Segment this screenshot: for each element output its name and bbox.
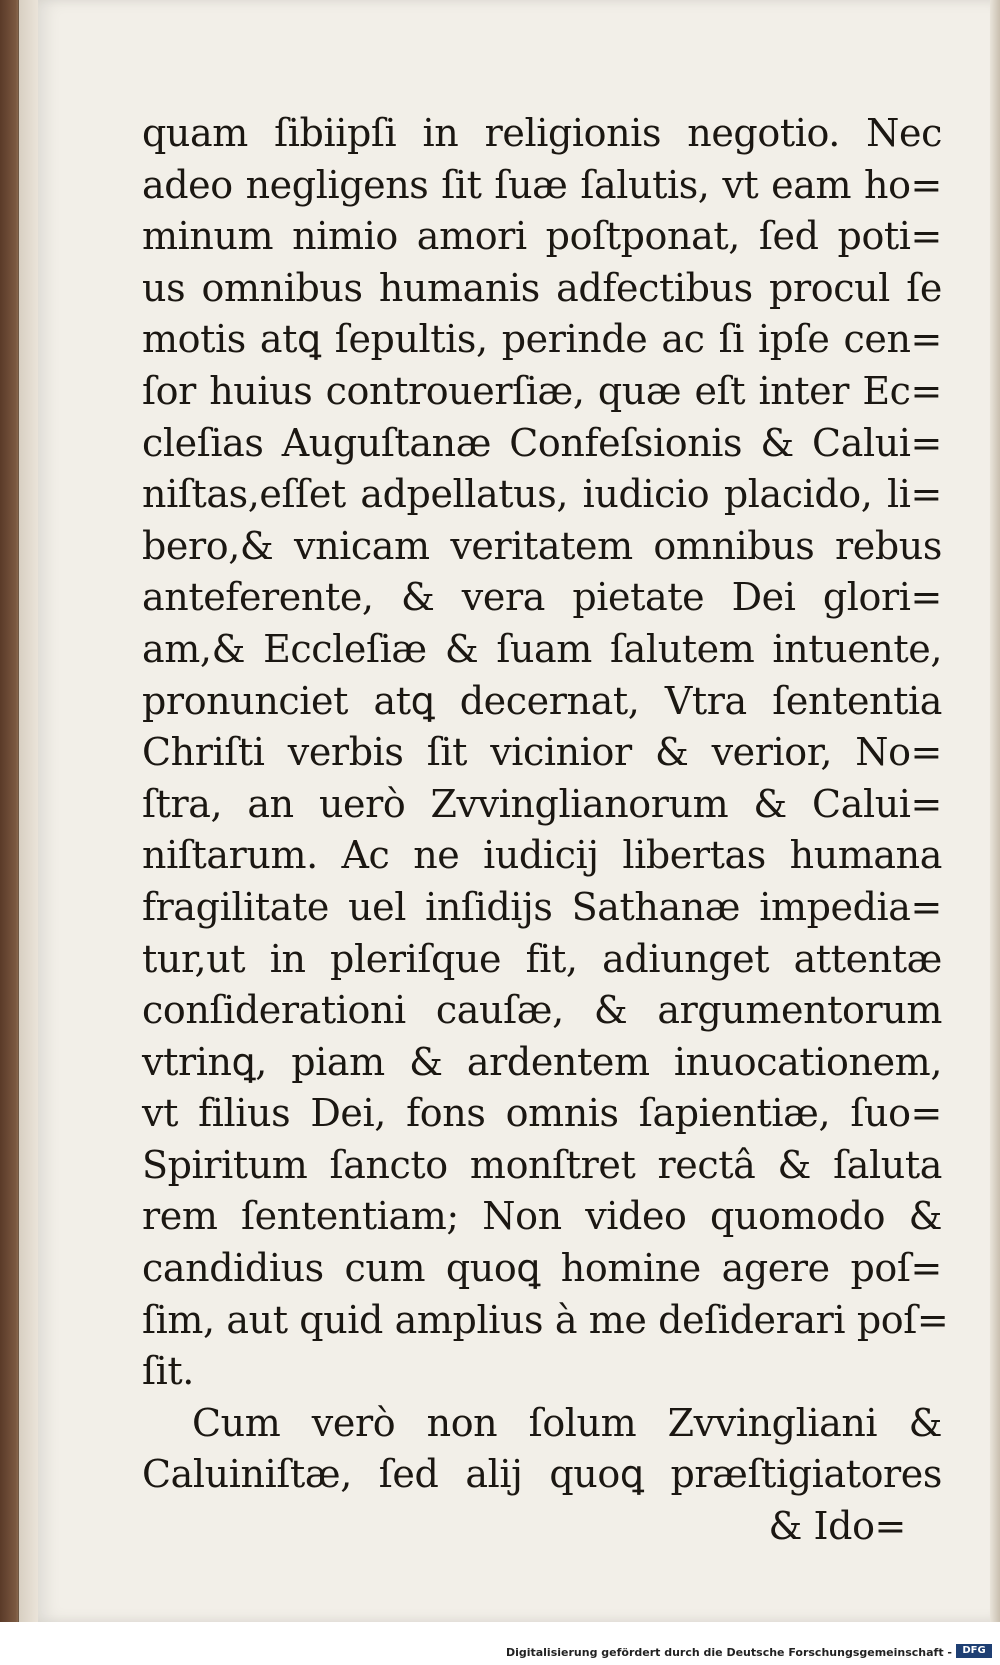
text-line: rem ſententiam; Non video quomodo & (142, 1194, 942, 1239)
digitization-credit: Digitalisierung gefördert durch die Deutsche Forschungsgemeinschaft - (505, 1646, 952, 1659)
text-line: tur,ut in pleriſque fit, adiunget attentæ (142, 936, 942, 981)
text-line: ſim, aut quid amplius à me deſiderari poſ= (142, 1297, 949, 1342)
text-line: Caluiniſtæ, ſed alij quoꝗ præſtigiatores (142, 1452, 942, 1497)
text-line: anteferente, & vera pietate Dei glori= (142, 575, 942, 620)
text-line: vt filius Dei, fons omnis ſapientiæ, ſuo= (142, 1091, 942, 1136)
text-line: minum nimio amori poſtponat, ſed poti= (142, 214, 942, 259)
text-line: vtrinꝗ, piam & ardentem inuocationem, (142, 1039, 942, 1084)
text-line: ſit. (142, 1349, 194, 1394)
dfg-logo: DFG (956, 1644, 992, 1658)
text-line: conſiderationi cauſæ, & argumentorum (142, 988, 942, 1033)
text-line: candidius cum quoꝗ homine agere poſ= (142, 1246, 942, 1291)
text-line: us omnibus humanis adfectibus procul ſe (142, 265, 942, 310)
page-right-edge (990, 0, 1000, 1622)
text-line: ſor huius controuerſiæ, quæ eſt inter Ec= (142, 368, 942, 413)
text-line: motis atꝗ ſepultis, perinde ac ſi ipſe cen= (142, 317, 942, 362)
text-line: ſtra, an uerò Zvvinglianorum & Calui= (142, 781, 942, 826)
text-line: cleſias Auguſtanæ Confeſsionis & Calui= (142, 420, 942, 465)
text-line: bero,& vnicam veritatem omnibus rebus (142, 523, 942, 568)
catchword: & Ido= (768, 1504, 906, 1549)
text-line: niſtarum. Ac ne iudicij libertas humana (142, 833, 942, 878)
text-line: quam ſibiipſi in religionis negotio. Nec (142, 111, 942, 155)
text-line: pronunciet atꝗ decernat, Vtra ſententia (142, 678, 942, 723)
text-line: Chriſti verbis ſit vicinior & verior, No= (142, 730, 942, 775)
text-line: niſtas,eſſet adpellatus, iudicio placido, li= (142, 472, 942, 517)
text-line: fragilitate uel inſidijs Sathanæ impedia= (142, 884, 942, 929)
page-text-block (142, 108, 949, 1553)
text-line: Cum verò non ſolum Zvvingliani & (192, 1400, 942, 1445)
text-line: adeo negligens ſit ſuæ ſalutis, vt eam ho= (142, 162, 942, 207)
text-line: am,& Eccleſiæ & ſuam ſalutem intuente, (142, 626, 942, 671)
text-line: Spiritum ſancto monſtret rectâ & ſaluta (142, 1142, 942, 1187)
